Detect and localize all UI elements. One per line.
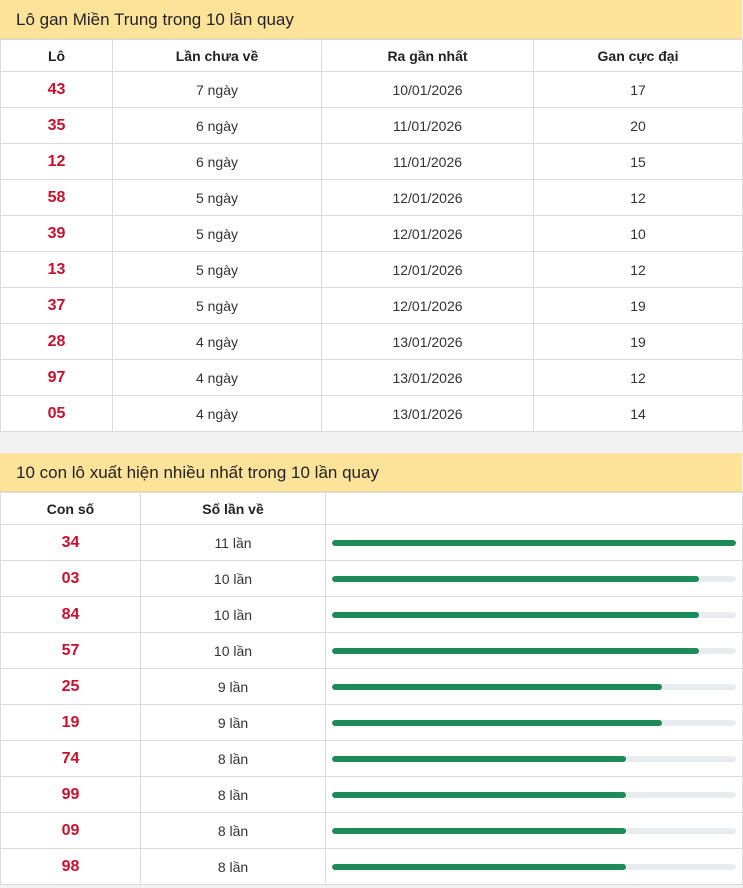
gan-cuc-dai: 17 [534, 72, 743, 108]
ra-gan-nhat: 13/01/2026 [322, 396, 534, 432]
lo-gan-panel [0, 0, 742, 432]
con-so: 09 [1, 813, 141, 849]
ra-gan-nhat: 12/01/2026 [322, 288, 534, 324]
con-so: 03 [1, 561, 141, 597]
frequency-bar-track [332, 684, 736, 690]
lan-chua-ve: 5 ngày [113, 180, 322, 216]
frequency-bar-fill [332, 576, 699, 582]
frequency-bar-cell [326, 813, 743, 849]
lan-chua-ve: 4 ngày [113, 360, 322, 396]
frequency-bar-fill [332, 792, 626, 798]
frequency-bar-track [332, 792, 736, 798]
lo-number: 37 [1, 288, 113, 324]
lo-number: 58 [1, 180, 113, 216]
frequency-bar-cell [326, 741, 743, 777]
frequency-bar-track [332, 864, 736, 870]
ra-gan-nhat: 13/01/2026 [322, 324, 534, 360]
frequency-bar-cell [326, 597, 743, 633]
con-so: 74 [1, 741, 141, 777]
lan-chua-ve: 5 ngày [113, 252, 322, 288]
so-lan-ve: 10 lần [141, 633, 326, 669]
lo-gan-header-row [1, 40, 743, 72]
gan-cuc-dai: 15 [534, 144, 743, 180]
frequency-bar-track [332, 612, 736, 618]
col-header-gan-cuc-dai: Gan cực đại [534, 40, 743, 72]
gan-cuc-dai: 20 [534, 108, 743, 144]
frequent-row [1, 705, 743, 741]
frequent-row [1, 597, 743, 633]
gan-cuc-dai: 10 [534, 216, 743, 252]
lo-number: 43 [1, 72, 113, 108]
ra-gan-nhat: 12/01/2026 [322, 216, 534, 252]
lo-number: 97 [1, 360, 113, 396]
lo-gan-row [1, 252, 743, 288]
so-lan-ve: 8 lần [141, 777, 326, 813]
col-header-bar [326, 493, 743, 525]
so-lan-ve: 10 lần [141, 597, 326, 633]
so-lan-ve: 9 lần [141, 705, 326, 741]
frequent-row [1, 777, 743, 813]
con-so: 99 [1, 777, 141, 813]
lan-chua-ve: 6 ngày [113, 144, 322, 180]
frequency-bar-cell [326, 777, 743, 813]
frequency-bar-track [332, 828, 736, 834]
lo-gan-row [1, 180, 743, 216]
con-so: 98 [1, 849, 141, 885]
col-header-lo: Lô [1, 40, 113, 72]
lan-chua-ve: 5 ngày [113, 216, 322, 252]
frequent-row [1, 813, 743, 849]
frequent-row [1, 561, 743, 597]
frequency-bar-fill [332, 828, 626, 834]
frequency-bar-track [332, 720, 736, 726]
so-lan-ve: 10 lần [141, 561, 326, 597]
frequency-bar-cell [326, 669, 743, 705]
so-lan-ve: 8 lần [141, 741, 326, 777]
frequency-bar-fill [332, 648, 699, 654]
lan-chua-ve: 6 ngày [113, 108, 322, 144]
con-so: 34 [1, 525, 141, 561]
frequency-bar-fill [332, 540, 736, 546]
lo-gan-row [1, 216, 743, 252]
lo-gan-row [1, 108, 743, 144]
con-so: 84 [1, 597, 141, 633]
lan-chua-ve: 5 ngày [113, 288, 322, 324]
lo-gan-title: Lô gan Miền Trung trong 10 lần quay [0, 0, 742, 39]
con-so: 57 [1, 633, 141, 669]
lo-gan-table [0, 39, 743, 432]
frequency-bar-track [332, 648, 736, 654]
so-lan-ve: 8 lần [141, 813, 326, 849]
frequency-bar-fill [332, 720, 662, 726]
lan-chua-ve: 4 ngày [113, 396, 322, 432]
frequency-bar-cell [326, 705, 743, 741]
frequency-bar-cell [326, 849, 743, 885]
col-header-con-so: Con số [1, 493, 141, 525]
frequent-panel [0, 453, 742, 885]
frequent-title: 10 con lô xuất hiện nhiều nhất trong 10 lần quay [0, 453, 742, 492]
frequent-table [0, 492, 743, 885]
frequency-bar-cell [326, 561, 743, 597]
lo-number: 12 [1, 144, 113, 180]
frequency-bar-track [332, 756, 736, 762]
lo-number: 13 [1, 252, 113, 288]
frequent-row [1, 669, 743, 705]
frequent-header-row [1, 493, 743, 525]
so-lan-ve: 9 lần [141, 669, 326, 705]
lan-chua-ve: 7 ngày [113, 72, 322, 108]
lo-number: 35 [1, 108, 113, 144]
frequency-bar-cell [326, 633, 743, 669]
gan-cuc-dai: 12 [534, 252, 743, 288]
gan-cuc-dai: 14 [534, 396, 743, 432]
lan-chua-ve: 4 ngày [113, 324, 322, 360]
lo-gan-row [1, 72, 743, 108]
frequent-row [1, 741, 743, 777]
ra-gan-nhat: 12/01/2026 [322, 252, 534, 288]
frequent-row [1, 633, 743, 669]
lo-gan-row [1, 144, 743, 180]
gan-cuc-dai: 19 [534, 288, 743, 324]
lo-gan-row [1, 288, 743, 324]
frequency-bar-fill [332, 756, 626, 762]
ra-gan-nhat: 11/01/2026 [322, 144, 534, 180]
ra-gan-nhat: 10/01/2026 [322, 72, 534, 108]
frequency-bar-track [332, 540, 736, 546]
so-lan-ve: 8 lần [141, 849, 326, 885]
frequency-bar-cell [326, 525, 743, 561]
frequency-bar-track [332, 576, 736, 582]
gan-cuc-dai: 12 [534, 360, 743, 396]
lo-number: 05 [1, 396, 113, 432]
frequent-row [1, 525, 743, 561]
ra-gan-nhat: 11/01/2026 [322, 108, 534, 144]
frequency-bar-fill [332, 864, 626, 870]
col-header-so-lan-ve: Số lần về [141, 493, 326, 525]
lo-number: 39 [1, 216, 113, 252]
frequency-bar-fill [332, 612, 699, 618]
lo-gan-row [1, 324, 743, 360]
ra-gan-nhat: 12/01/2026 [322, 180, 534, 216]
gan-cuc-dai: 12 [534, 180, 743, 216]
ra-gan-nhat: 13/01/2026 [322, 360, 534, 396]
con-so: 19 [1, 705, 141, 741]
con-so: 25 [1, 669, 141, 705]
gan-cuc-dai: 19 [534, 324, 743, 360]
frequent-row [1, 849, 743, 885]
lo-gan-row [1, 360, 743, 396]
col-header-lan-chua-ve: Lần chưa về [113, 40, 322, 72]
frequency-bar-fill [332, 684, 662, 690]
lo-number: 28 [1, 324, 113, 360]
so-lan-ve: 11 lần [141, 525, 326, 561]
lo-gan-row [1, 396, 743, 432]
col-header-ra-gan-nhat: Ra gần nhất [322, 40, 534, 72]
